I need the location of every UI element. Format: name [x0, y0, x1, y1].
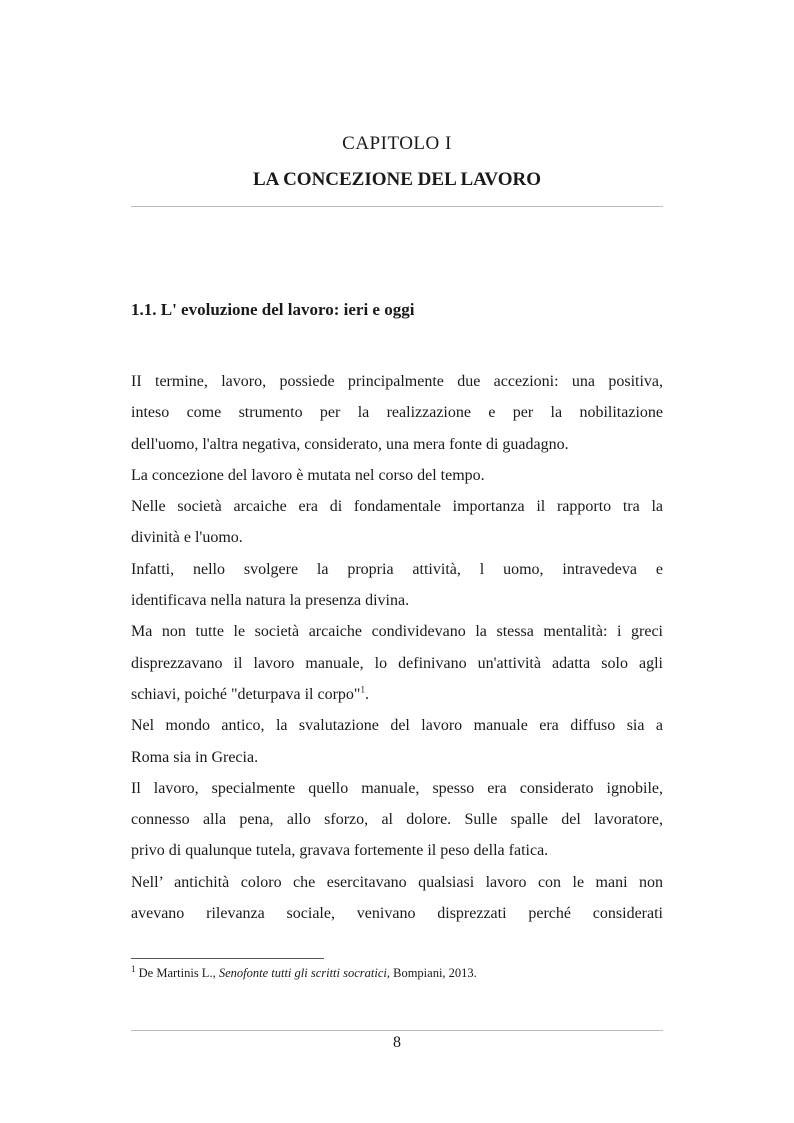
body-line: II termine, lavoro, possiede principalmente due accezioni: una positiva,: [131, 373, 663, 390]
footnote-divider: [131, 958, 324, 959]
body-line: disprezzavano il lavoro manuale, lo definivano un'attività adatta solo agli: [131, 654, 663, 672]
footnote-ref[interactable]: 1: [360, 684, 365, 695]
footnote-author: De Martinis L.,: [135, 966, 219, 980]
body-line: dell'uomo, l'altra negativa, considerato, una mera fonte di guadagno.: [131, 435, 569, 453]
body-line: divinità e l'uomo.: [131, 529, 243, 547]
body-line-with-footnote-ref: schiavi, poiché "deturpava il corpo"$^1$.: [131, 684, 369, 703]
chapter-title: LA CONCEZIONE DEL LAVORO: [252, 169, 542, 190]
page-number: 8: [393, 1034, 401, 1051]
footnote-rest: , Bompiani, 2013.: [386, 966, 477, 980]
body-line: identificava nella natura la presenza divina.: [131, 592, 410, 610]
body-line: schiavi, poiché "deturpava il corpo": [131, 685, 361, 703]
body-line: privo di qualunque tutela, gravava fortemente il peso della fatica.: [131, 842, 549, 860]
footnote: [131, 963, 477, 981]
body-line: Nell’ antichità coloro che esercitavano qualsiasi lavoro con le mani non: [131, 873, 663, 891]
body-text: [131, 366, 663, 929]
body-line: Infatti, nello svolgere la propria attività, l uomo, intravedeva e: [131, 560, 663, 578]
body-line: connesso alla pena, allo sforzo, al dolore. Sulle spalle del lavoratore,: [131, 811, 663, 829]
body-line: Ma non tutte le società arcaiche condividevano la stessa mentalità: i greci: [131, 623, 663, 641]
header-divider: [131, 206, 663, 207]
body-line: avevano rilevanza sociale, venivano disprezzati perché considerati: [131, 905, 663, 923]
body-line: Il lavoro, specialmente quello manuale, spesso era considerato ignobile,: [131, 779, 663, 797]
body-line: Nelle società arcaiche era di fondamentale importanza il rapporto tra la: [131, 498, 663, 516]
body-line: Roma sia in Grecia.: [131, 748, 259, 766]
section-heading: 1.1. L' evoluzione del lavoro: ieri e oggi: [131, 300, 415, 319]
chapter-number: CAPITOLO I: [342, 133, 452, 154]
footnote-title: Senofonte tutti gli scritti socratici: [218, 966, 387, 980]
body-line: inteso come strumento per la realizzazione e per la nobilitazione: [131, 404, 663, 422]
footer-divider: [131, 1030, 663, 1031]
footnote-marker: 1: [131, 963, 136, 974]
body-line: La concezione del lavoro è mutata nel corso del tempo.: [131, 466, 485, 484]
body-line: Nel mondo antico, la svalutazione del lavoro manuale era diffuso sia a: [131, 717, 663, 735]
